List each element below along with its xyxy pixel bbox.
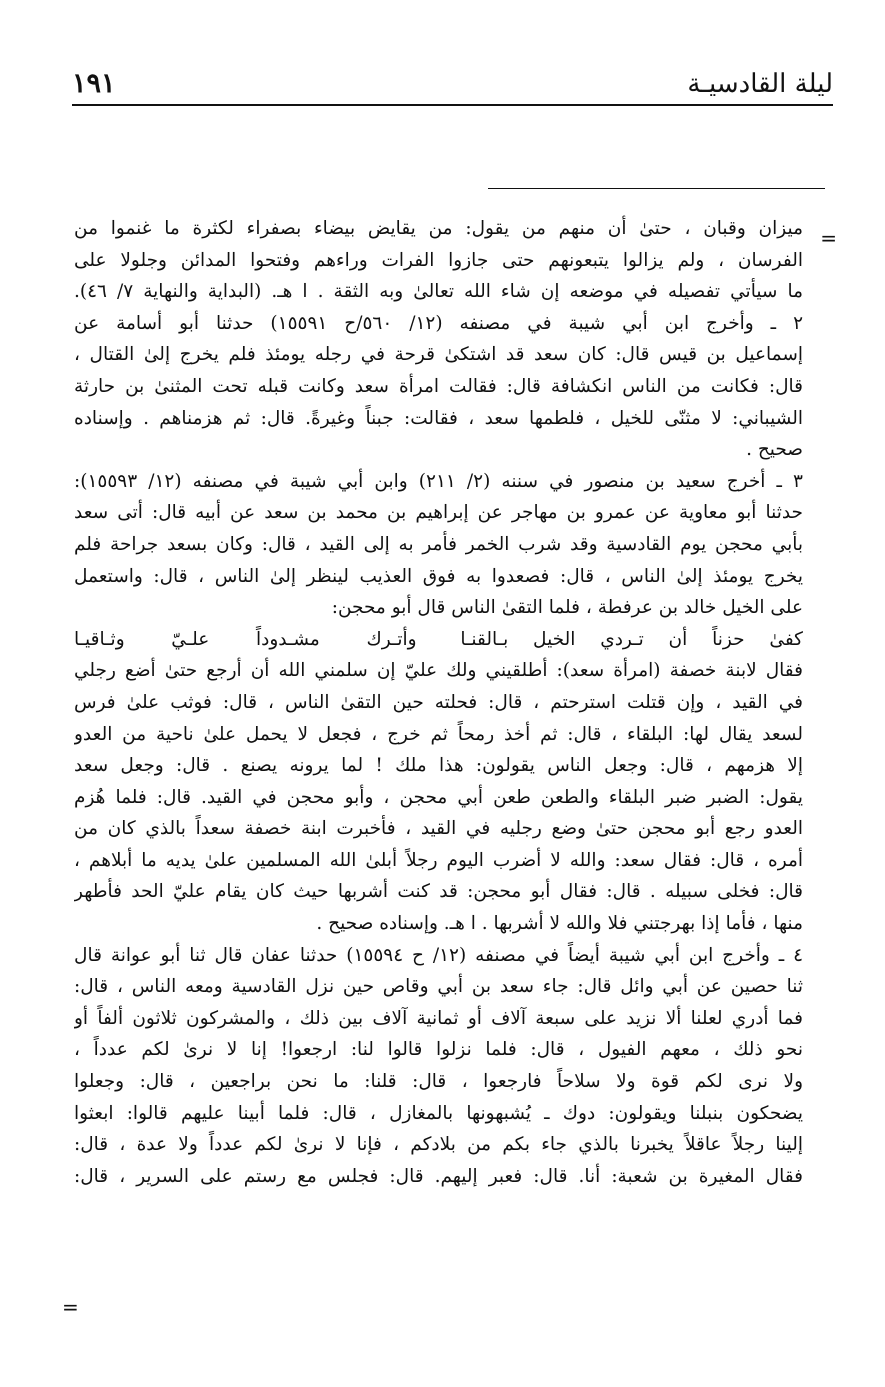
text-line: في القيد ، وإن قتلت استرحتم ، قال: فحلته حين التقىٰ الناس ، قال: فوثب علىٰ فرس [74,691,803,713]
footnote-separator [488,188,825,189]
text-line: إسماعيل بن قيس قال: كان سعد قد اشتكىٰ قرحة في رجله يومئذ فلم يخرج إلىٰ القتال ، [74,344,803,366]
text-line: يضحكون بنبلنا ويقولون: دوك ـ يُشبهونها بالمغازل ، قال: فلما أبينا عليهم قالوا: ابعثوا [74,1102,803,1124]
text-line: ثنا حصين عن أبي وائل قال: جاء سعد بن أبي وقاص حين نزل القادسية ومعه الناس ، قال: [74,976,803,998]
text-line: العدو رجع أبو محجن حتىٰ وضع رجليه في القيد ، فأخبرت ابنة خصفة سعداً بالذي كان من [74,818,803,840]
text-line: ميزان وقبان ، حتىٰ أن منهم من يقول: من يقايض بيضاء بصفراء لكثرة ما غنموا من [74,218,803,239]
continuation-mark-top: = [820,226,837,250]
verse-second-hemistich: وأتـرك مشـدوداً علـيّ وثـاقيـا [74,628,417,650]
text-line: قال: فخلى سبيله . قال: فقال أبو محجن: قد كنت أشربها حيث كان يقام عليّ الحد فأطهر [74,881,803,903]
text-line: الفرسان ، ولم يزالوا يتبعونهم حتى جازوا الفرات وراءهم وفتحوا المدائن وجلولا على [74,249,803,271]
text-line: صحيح . [746,439,803,461]
text-line: فقال المغيرة بن شعبة: أنا. قال: فعبر إليهم. قال: فجلس مع رستم على السرير ، قال: [74,1165,803,1187]
text-line: على الخيل خالد بن عرفطة ، فلما التقىٰ الناس قال أبو محجن: [331,597,803,619]
text-line: قال: فكانت من الناس انكشافة قال: فقالت امرأة سعد وكانت قبله تحت المثنىٰ بن حارثة [74,375,803,397]
text-line: فما أدري لعلنا ألا نزيد على سبعة آلاف أو ثمانية آلاف بين ذلك ، والمشركون ثلاثون ألفاً أو [74,1007,803,1029]
footnote-body [74,213,803,1192]
text-line: منها ، فأما إذا بهرجتني فلا والله لا أشربها . ا هـ. وإسناده صحيح . [316,913,803,935]
text-line: إلا هزمهم ، قال: وجعل الناس يقولون: هذا ملك ! لما يرونه يصنع . قال: وجعل سعد [74,755,803,777]
text-line: أمره ، قال: فقال سعد: والله لا أضرب اليوم رجلاً أبلىٰ الله المسلمين علىٰ يديه ما أبلاهم ، [74,849,803,871]
running-title: ليلة القادسيـة [687,69,833,99]
page-header [72,60,833,106]
text-line: يقول: الضبر ضبر البلقاء والطعن طعن أبي محجن ، وأبو محجن في القيد. قال: فلما هُزم [74,786,803,808]
verse-first-hemistich: كفىٰ حزناً أن تـردي الخيل بـالقنـا [460,628,803,650]
text-line: يخرج يومئذ إلىٰ الناس ، قال: فصعدوا به فوق العذيب لينظر إلىٰ الناس ، قال: واستعمل [74,565,803,587]
text-line: إلينا رجلاً عاقلاً يخبرنا بالذي جاء بكم من بلادكم ، فإنا لا نرىٰ لكم عدداً ولا عدة ، قال: [74,1134,803,1156]
text-line: ٣ ـ أخرج سعيد بن منصور في سننه (٢/ ٢١١) وابن أبي شيبة في مصنفه (١٢/ ١٥٥٩٣): [74,470,803,492]
continuation-mark-bottom: = [62,1295,79,1319]
text-line: لسعد يقال لها: البلقاء ، قال: ثم أخذ رمحاً ثم خرج ، فجعل لا يحمل علىٰ ناحية من العدو [74,723,803,745]
text-line: ولا نرى لكم قوة ولا سلاحاً فارجعوا ، قال: قلنا: ما نحن براجعين ، قال: وجعلوا [74,1071,803,1093]
text-line: ٤ ـ وأخرج ابن أبي شيبة أيضاً في مصنفه (١٢/ ح ١٥٥٩٤) حدثنا عفان قال ثنا أبو عوانة قال [74,944,803,966]
text-line: الشيباني: لا مثنّى للخيل ، فلطمها سعد ، فقالت: جبناً وغيرةً. قال: ثم هزمناهم . وإسناده [74,407,803,429]
text-line: ما سيأتي تفصيله في موضعه إن شاء الله تعالىٰ وبه الثقة . ا هـ. (البداية والنهاية ٧/ ٤٦). [74,281,803,303]
text-line: حدثنا أبو معاوية عن عمرو بن مهاجر عن إبراهيم بن محمد بن سعد عن أبيه قال: أتى سعد [74,502,803,524]
page-number: ١٩١ [72,68,116,99]
text-line: فقال لابنة خصفة (امرأة سعد): أطلقيني ولك عليّ إن سلمني الله أن أرجع حتىٰ أضع رجلي [74,660,803,682]
text-line: نحو ذلك ، معهم الفيول ، قال: فلما نزلوا قالوا لنا: ارجعوا! إنا لا نرىٰ لكم عدداً ، [74,1039,803,1061]
text-line: بأبي محجن يوم القادسية وقد شرب الخمر فأمر به إلى القيد ، قال: وكان بسعد جراحة فلم [74,533,803,555]
poetry-verse [74,624,803,656]
text-line: ٢ ـ وأخرج ابن أبي شيبة في مصنفه (١٢/ ٥٦٠/ح ١٥٥٩١) حدثنا أبو أسامة عن [74,312,803,334]
